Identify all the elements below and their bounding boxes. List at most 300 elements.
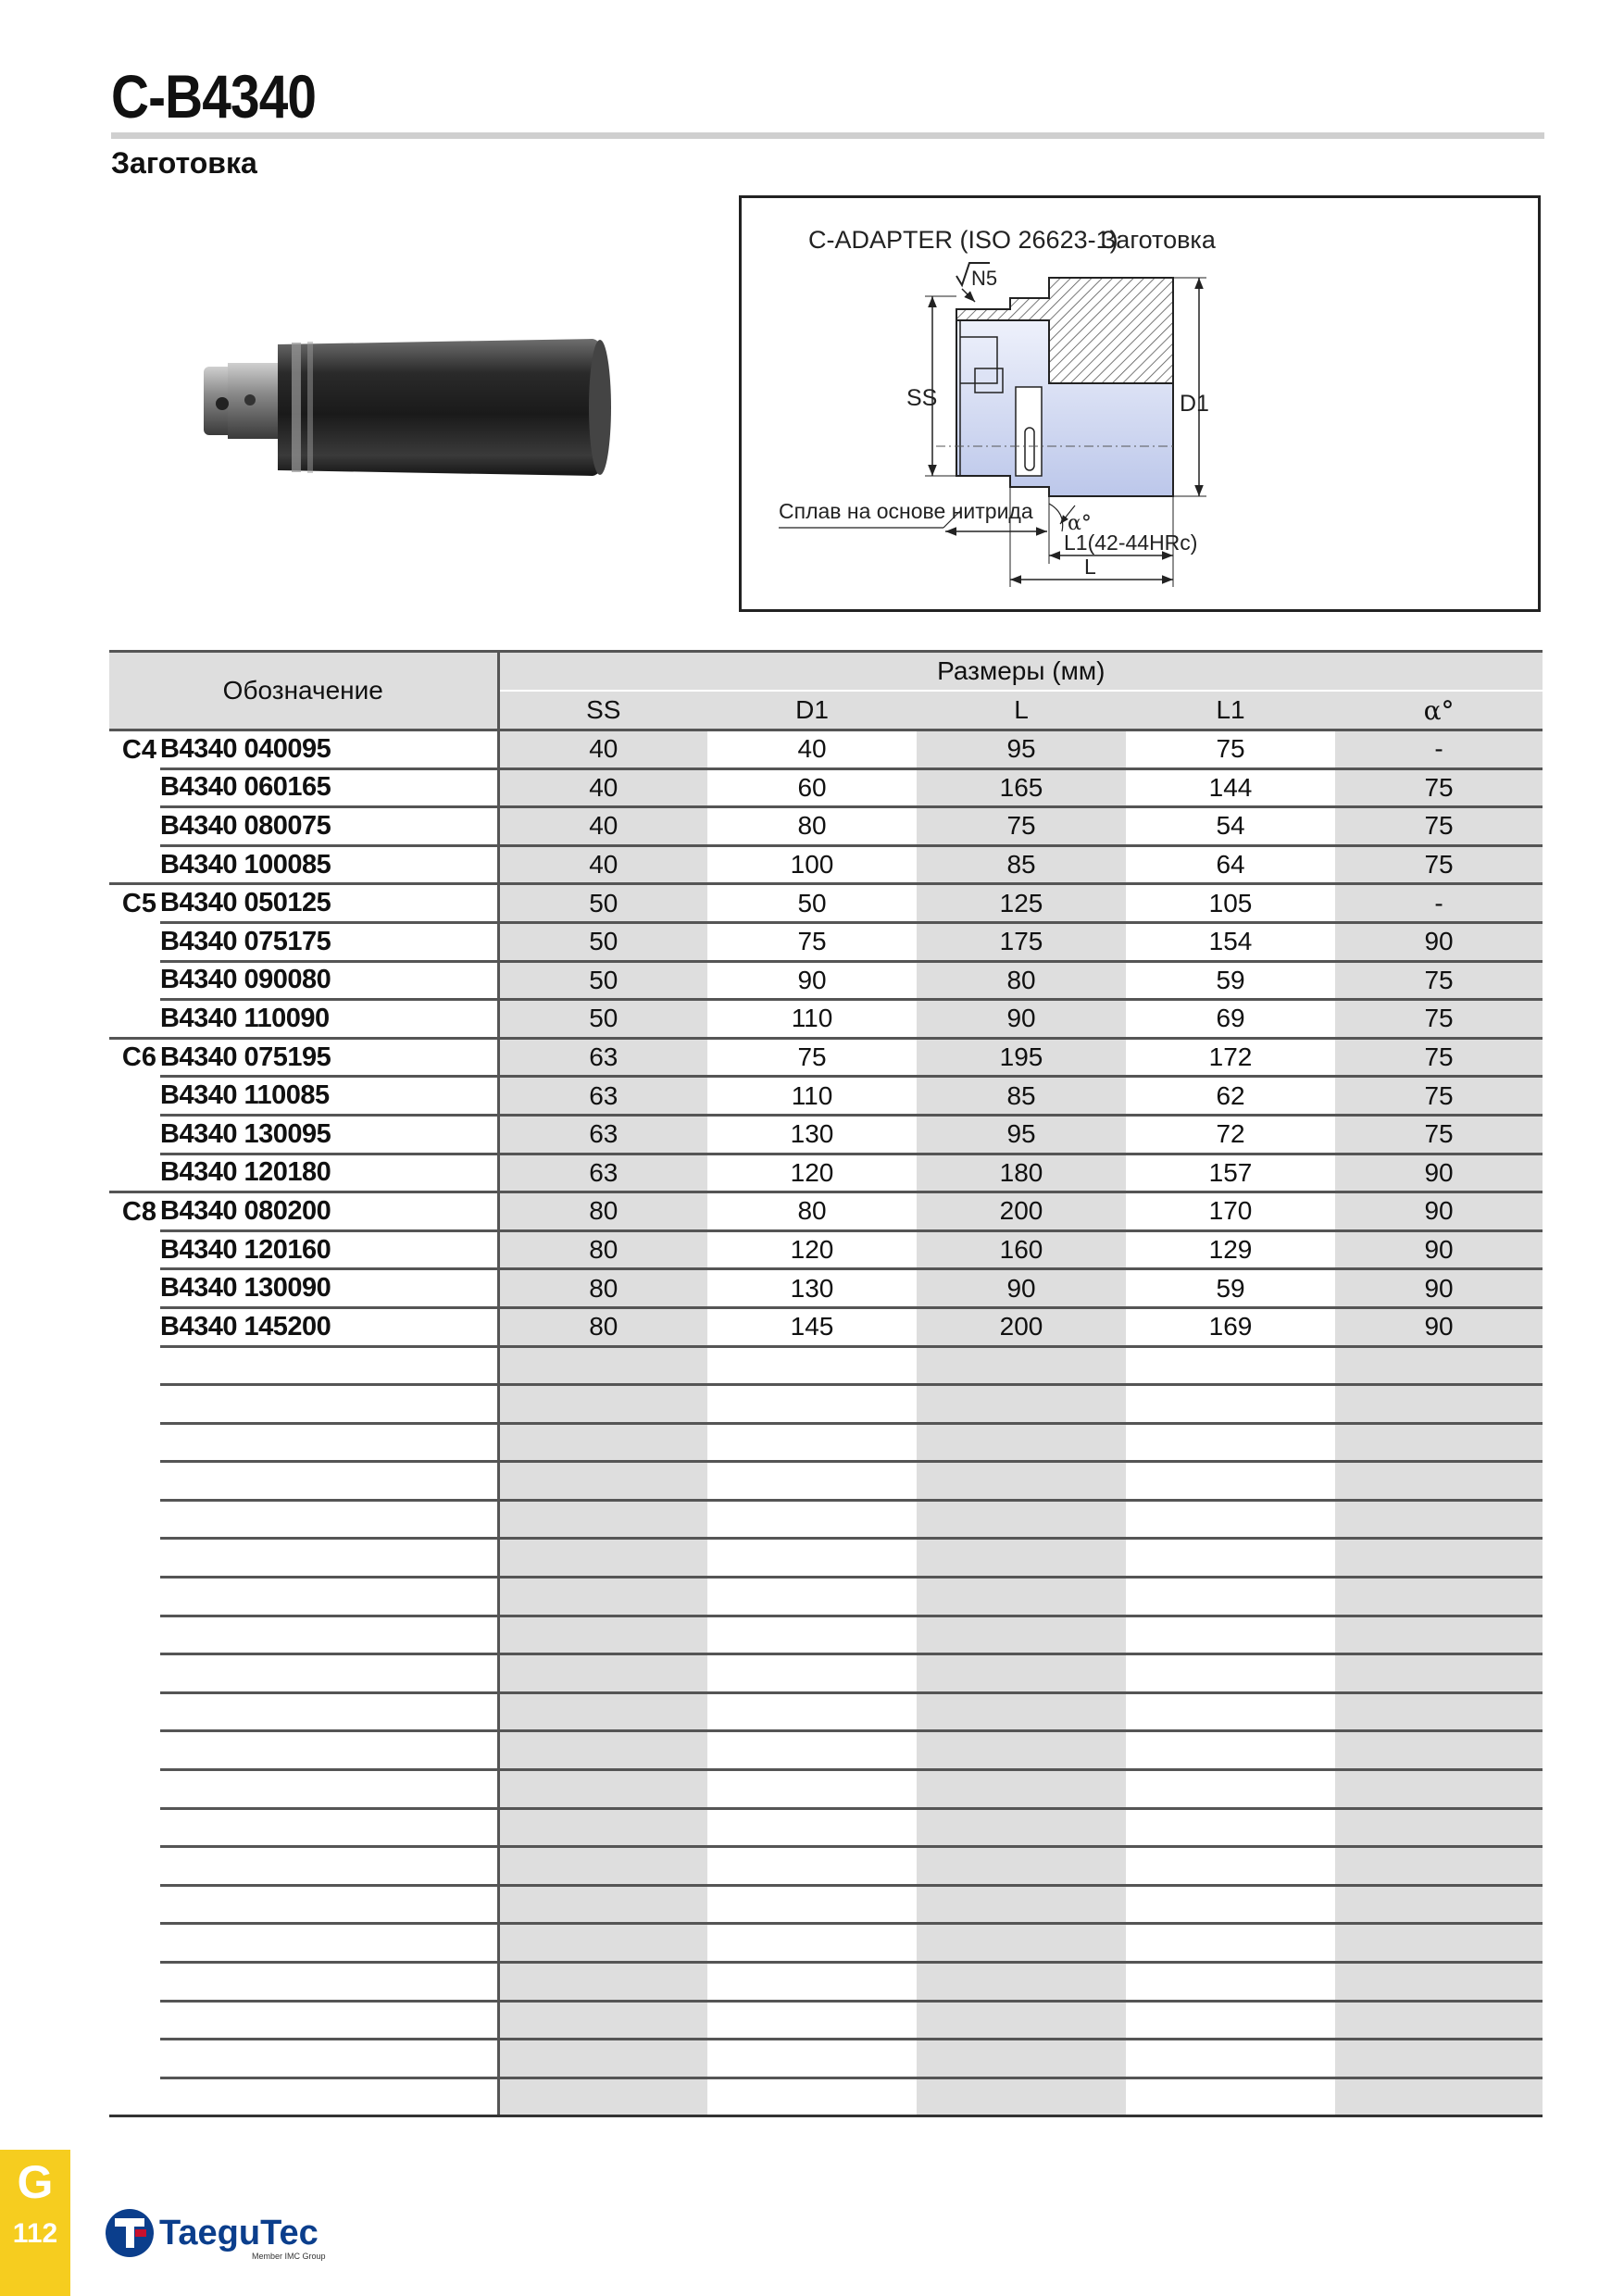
- cell-ss: 40: [498, 807, 707, 846]
- drawing-blank-label: Заготовка: [1101, 226, 1216, 254]
- empty-row: [109, 1692, 1543, 1731]
- cell-d1: 90: [707, 961, 917, 1000]
- empty-row: [109, 1423, 1543, 1462]
- group-label: [109, 845, 160, 884]
- group-label: C6: [109, 1038, 160, 1077]
- cell-d1: 50: [707, 884, 917, 923]
- cell-ss: 63: [498, 1154, 707, 1192]
- designation-code: B4340 120160: [160, 1230, 498, 1269]
- alpha-label: α°: [1068, 512, 1092, 535]
- cell-alpha: -: [1335, 884, 1543, 923]
- designation-code: B4340 120180: [160, 1154, 498, 1192]
- group-label: C8: [109, 1192, 160, 1231]
- cell-l1: 59: [1126, 1269, 1335, 1308]
- cell-d1: 100: [707, 845, 917, 884]
- brand-tagline: Member IMC Group: [252, 2252, 326, 2261]
- empty-cell: [917, 2078, 1126, 2116]
- empty-cell: [498, 1346, 707, 1385]
- col-header-alpha: α°: [1335, 691, 1543, 730]
- cell-l: 160: [917, 1230, 1126, 1269]
- cell-l1: 169: [1126, 1307, 1335, 1346]
- empty-cell: [1126, 2001, 1335, 2040]
- cell-alpha: 75: [1335, 1077, 1543, 1116]
- empty-cell: [707, 2078, 917, 2116]
- empty-row: [109, 1654, 1543, 1693]
- empty-cell: [1126, 1847, 1335, 1886]
- cell-l1: 64: [1126, 845, 1335, 884]
- cell-l: 95: [917, 730, 1126, 769]
- page-subtitle: Заготовка: [111, 146, 257, 180]
- cell-l1: 54: [1126, 807, 1335, 846]
- surface-finish-label: N5: [971, 267, 998, 290]
- group-label: [109, 961, 160, 1000]
- empty-cell: [160, 1578, 498, 1616]
- empty-row: [109, 1731, 1543, 1770]
- empty-cell: [917, 1500, 1126, 1539]
- table-row: [109, 1115, 1543, 1154]
- cell-l: 75: [917, 807, 1126, 846]
- cell-d1: 110: [707, 1000, 917, 1039]
- cell-l1: 144: [1126, 768, 1335, 807]
- cell-alpha: 75: [1335, 768, 1543, 807]
- empty-cell: [160, 1924, 498, 1963]
- empty-cell: [1335, 1847, 1543, 1886]
- designation-code: B4340 050125: [160, 884, 498, 923]
- group-label: [109, 1115, 160, 1154]
- empty-cell: [1126, 1462, 1335, 1501]
- empty-cell: [917, 1578, 1126, 1616]
- empty-row: [109, 1770, 1543, 1809]
- cell-l1: 62: [1126, 1077, 1335, 1116]
- empty-cell: [109, 1654, 160, 1693]
- table-row: [109, 922, 1543, 961]
- cell-d1: 130: [707, 1115, 917, 1154]
- empty-cell: [917, 1346, 1126, 1385]
- cell-l: 165: [917, 768, 1126, 807]
- empty-cell: [109, 1423, 160, 1462]
- empty-cell: [109, 2001, 160, 2040]
- empty-cell: [1126, 1692, 1335, 1731]
- empty-cell: [917, 1924, 1126, 1963]
- empty-cell: [1335, 1462, 1543, 1501]
- table-row: [109, 884, 1543, 923]
- empty-cell: [498, 1539, 707, 1578]
- group-label: [109, 768, 160, 807]
- cell-d1: 145: [707, 1307, 917, 1346]
- empty-cell: [1126, 1346, 1335, 1385]
- empty-cell: [109, 1963, 160, 2002]
- empty-cell: [109, 1616, 160, 1654]
- empty-cell: [917, 1654, 1126, 1693]
- empty-row: [109, 1616, 1543, 1654]
- empty-cell: [917, 2001, 1126, 2040]
- cell-ss: 80: [498, 1230, 707, 1269]
- empty-cell: [917, 1808, 1126, 1847]
- designation-code: B4340 080200: [160, 1192, 498, 1231]
- group-label: [109, 1230, 160, 1269]
- empty-cell: [707, 1885, 917, 1924]
- empty-cell: [498, 2001, 707, 2040]
- cell-ss: 80: [498, 1307, 707, 1346]
- group-label: [109, 1000, 160, 1039]
- empty-row: [109, 1847, 1543, 1886]
- cell-l: 200: [917, 1192, 1126, 1231]
- group-label: [109, 1307, 160, 1346]
- cell-ss: 50: [498, 961, 707, 1000]
- col-header-ss: SS: [498, 691, 707, 730]
- cell-alpha: 75: [1335, 845, 1543, 884]
- cell-l: 85: [917, 845, 1126, 884]
- empty-cell: [498, 1654, 707, 1693]
- empty-cell: [498, 1578, 707, 1616]
- empty-cell: [1335, 2078, 1543, 2116]
- empty-cell: [109, 1578, 160, 1616]
- taegutec-logo: [104, 2200, 354, 2265]
- cell-l1: 75: [1126, 730, 1335, 769]
- table-row: [109, 961, 1543, 1000]
- cell-ss: 40: [498, 730, 707, 769]
- cell-alpha: -: [1335, 730, 1543, 769]
- empty-cell: [917, 1770, 1126, 1809]
- empty-cell: [707, 1616, 917, 1654]
- empty-cell: [1335, 1423, 1543, 1462]
- empty-cell: [917, 1462, 1126, 1501]
- empty-cell: [707, 2040, 917, 2078]
- empty-cell: [1335, 1616, 1543, 1654]
- empty-cell: [109, 1885, 160, 1924]
- designation-code: B4340 080075: [160, 807, 498, 846]
- empty-cell: [707, 1847, 917, 1886]
- d1-label: D1: [1180, 391, 1209, 417]
- cell-l: 200: [917, 1307, 1126, 1346]
- empty-cell: [109, 1731, 160, 1770]
- table-row: [109, 1192, 1543, 1231]
- group-label: [109, 807, 160, 846]
- designation-code: B4340 145200: [160, 1307, 498, 1346]
- empty-cell: [1335, 1578, 1543, 1616]
- empty-cell: [160, 1423, 498, 1462]
- cell-l: 125: [917, 884, 1126, 923]
- empty-cell: [160, 2001, 498, 2040]
- title-divider: [111, 132, 1544, 139]
- empty-cell: [707, 1539, 917, 1578]
- cell-ss: 40: [498, 768, 707, 807]
- empty-cell: [1335, 1346, 1543, 1385]
- empty-cell: [917, 1423, 1126, 1462]
- cell-l: 85: [917, 1077, 1126, 1116]
- empty-cell: [109, 1847, 160, 1886]
- empty-cell: [1126, 1731, 1335, 1770]
- empty-cell: [160, 1963, 498, 2002]
- empty-cell: [498, 1885, 707, 1924]
- empty-cell: [160, 1885, 498, 1924]
- table-row: [109, 1154, 1543, 1192]
- empty-cell: [498, 1385, 707, 1424]
- section-letter: G: [17, 2156, 54, 2208]
- cell-alpha: 90: [1335, 1192, 1543, 1231]
- empty-cell: [498, 1847, 707, 1886]
- table-row: [109, 1230, 1543, 1269]
- empty-cell: [1335, 1654, 1543, 1693]
- cell-l1: 129: [1126, 1230, 1335, 1269]
- cell-d1: 75: [707, 1038, 917, 1077]
- empty-cell: [1126, 1385, 1335, 1424]
- cell-l: 175: [917, 922, 1126, 961]
- cell-d1: 120: [707, 1230, 917, 1269]
- empty-cell: [1126, 1578, 1335, 1616]
- cell-l1: 172: [1126, 1038, 1335, 1077]
- cell-ss: 63: [498, 1038, 707, 1077]
- page-title: C-B4340: [111, 62, 317, 131]
- empty-cell: [498, 2040, 707, 2078]
- empty-cell: [1126, 1423, 1335, 1462]
- empty-cell: [917, 1616, 1126, 1654]
- empty-cell: [160, 1770, 498, 1809]
- col-header-l: L: [917, 691, 1126, 730]
- empty-cell: [707, 2001, 917, 2040]
- designation-code: B4340 130090: [160, 1269, 498, 1308]
- group-label: C5: [109, 884, 160, 923]
- ss-label: SS: [906, 385, 938, 411]
- empty-cell: [109, 1770, 160, 1809]
- empty-cell: [1335, 1924, 1543, 1963]
- empty-cell: [1126, 1885, 1335, 1924]
- cell-alpha: 90: [1335, 1307, 1543, 1346]
- empty-cell: [707, 1654, 917, 1693]
- cell-alpha: 90: [1335, 1154, 1543, 1192]
- empty-cell: [160, 1462, 498, 1501]
- empty-row: [109, 1924, 1543, 1963]
- cell-alpha: 75: [1335, 1115, 1543, 1154]
- empty-cell: [160, 1847, 498, 1886]
- empty-cell: [498, 1423, 707, 1462]
- cell-d1: 75: [707, 922, 917, 961]
- group-label: [109, 1269, 160, 1308]
- empty-row: [109, 1578, 1543, 1616]
- designation-code: B4340 110085: [160, 1077, 498, 1116]
- empty-cell: [1126, 1616, 1335, 1654]
- empty-row: [109, 1963, 1543, 2002]
- cell-l1: 69: [1126, 1000, 1335, 1039]
- cell-ss: 50: [498, 884, 707, 923]
- empty-cell: [1126, 2040, 1335, 2078]
- designation-code: B4340 075195: [160, 1038, 498, 1077]
- cell-l1: 72: [1126, 1115, 1335, 1154]
- cell-d1: 80: [707, 1192, 917, 1231]
- empty-cell: [1335, 1963, 1543, 2002]
- cell-l: 80: [917, 961, 1126, 1000]
- cell-l1: 154: [1126, 922, 1335, 961]
- empty-cell: [707, 1692, 917, 1731]
- cell-alpha: 90: [1335, 1230, 1543, 1269]
- designation-header: Обозначение: [109, 652, 498, 730]
- empty-cell: [160, 1500, 498, 1539]
- designation-code: B4340 110090: [160, 1000, 498, 1039]
- l-label: L: [1084, 555, 1096, 579]
- cell-l: 180: [917, 1154, 1126, 1192]
- empty-row: [109, 1885, 1543, 1924]
- empty-cell: [707, 1385, 917, 1424]
- empty-cell: [707, 1963, 917, 2002]
- cell-d1: 80: [707, 807, 917, 846]
- empty-cell: [707, 1924, 917, 1963]
- empty-cell: [1335, 1692, 1543, 1731]
- cell-l1: 105: [1126, 884, 1335, 923]
- cell-l1: 170: [1126, 1192, 1335, 1231]
- cell-l: 95: [917, 1115, 1126, 1154]
- empty-cell: [109, 1924, 160, 1963]
- empty-cell: [707, 1423, 917, 1462]
- table-row: [109, 730, 1543, 769]
- cell-d1: 60: [707, 768, 917, 807]
- empty-cell: [498, 2078, 707, 2116]
- empty-cell: [160, 1539, 498, 1578]
- empty-cell: [498, 1692, 707, 1731]
- designation-code: B4340 100085: [160, 845, 498, 884]
- empty-cell: [1335, 2040, 1543, 2078]
- group-label: [109, 1077, 160, 1116]
- dimensions-table: [109, 650, 1543, 2117]
- empty-cell: [1126, 1924, 1335, 1963]
- empty-cell: [160, 2078, 498, 2116]
- brand-name: TaeguTec: [159, 2214, 319, 2252]
- col-header-d1: D1: [707, 691, 917, 730]
- empty-cell: [109, 2040, 160, 2078]
- empty-cell: [160, 1385, 498, 1424]
- empty-cell: [160, 1616, 498, 1654]
- empty-cell: [917, 1847, 1126, 1886]
- empty-cell: [498, 1462, 707, 1501]
- cell-l: 90: [917, 1000, 1126, 1039]
- empty-cell: [160, 1654, 498, 1693]
- cell-ss: 50: [498, 1000, 707, 1039]
- group-label: [109, 1154, 160, 1192]
- empty-row: [109, 1539, 1543, 1578]
- empty-cell: [707, 1346, 917, 1385]
- empty-row: [109, 1346, 1543, 1385]
- empty-cell: [498, 1500, 707, 1539]
- designation-code: B4340 130095: [160, 1115, 498, 1154]
- empty-cell: [109, 1385, 160, 1424]
- empty-row: [109, 1385, 1543, 1424]
- empty-cell: [1126, 1963, 1335, 2002]
- cell-alpha: 90: [1335, 922, 1543, 961]
- empty-cell: [917, 1963, 1126, 2002]
- table-row: [109, 807, 1543, 846]
- cell-d1: 130: [707, 1269, 917, 1308]
- table-row: [109, 1307, 1543, 1346]
- cell-d1: 110: [707, 1077, 917, 1116]
- empty-cell: [1126, 1808, 1335, 1847]
- empty-cell: [1126, 2078, 1335, 2116]
- cell-d1: 40: [707, 730, 917, 769]
- empty-row: [109, 1500, 1543, 1539]
- empty-cell: [160, 1731, 498, 1770]
- table-row: [109, 768, 1543, 807]
- empty-cell: [1335, 1731, 1543, 1770]
- table-row: [109, 845, 1543, 884]
- cell-l: 90: [917, 1269, 1126, 1308]
- cell-ss: 50: [498, 922, 707, 961]
- empty-cell: [1335, 1885, 1543, 1924]
- cell-ss: 40: [498, 845, 707, 884]
- empty-cell: [707, 1731, 917, 1770]
- empty-cell: [498, 1963, 707, 2002]
- designation-code: B4340 060165: [160, 768, 498, 807]
- empty-cell: [498, 1731, 707, 1770]
- product-photo: [194, 333, 620, 481]
- cell-ss: 80: [498, 1192, 707, 1231]
- empty-cell: [1335, 1500, 1543, 1539]
- empty-cell: [160, 1808, 498, 1847]
- l1-label: L1(42-44HRc): [1064, 530, 1198, 555]
- empty-row: [109, 2040, 1543, 2078]
- empty-cell: [707, 1770, 917, 1809]
- empty-cell: [917, 1385, 1126, 1424]
- empty-cell: [109, 1692, 160, 1731]
- empty-cell: [917, 2040, 1126, 2078]
- empty-cell: [917, 1539, 1126, 1578]
- cell-alpha: 75: [1335, 1000, 1543, 1039]
- empty-row: [109, 1808, 1543, 1847]
- cell-alpha: 75: [1335, 961, 1543, 1000]
- col-header-l1: L1: [1126, 691, 1335, 730]
- empty-cell: [498, 1924, 707, 1963]
- empty-cell: [917, 1692, 1126, 1731]
- empty-cell: [1126, 1770, 1335, 1809]
- empty-cell: [109, 1808, 160, 1847]
- empty-row: [109, 2078, 1543, 2116]
- cell-alpha: 75: [1335, 807, 1543, 846]
- empty-cell: [160, 2040, 498, 2078]
- empty-cell: [1126, 1500, 1335, 1539]
- cell-ss: 63: [498, 1077, 707, 1116]
- cell-alpha: 90: [1335, 1269, 1543, 1308]
- empty-cell: [917, 1885, 1126, 1924]
- designation-code: B4340 075175: [160, 922, 498, 961]
- empty-cell: [1335, 1770, 1543, 1809]
- empty-cell: [1335, 1385, 1543, 1424]
- table-row: [109, 1077, 1543, 1116]
- empty-cell: [917, 1731, 1126, 1770]
- empty-cell: [109, 1500, 160, 1539]
- empty-cell: [160, 1346, 498, 1385]
- empty-cell: [160, 1692, 498, 1731]
- empty-cell: [498, 1808, 707, 1847]
- empty-cell: [707, 1578, 917, 1616]
- cell-ss: 80: [498, 1269, 707, 1308]
- empty-cell: [1126, 1654, 1335, 1693]
- technical-drawing: [739, 195, 1541, 612]
- table-row: [109, 1038, 1543, 1077]
- page-number: 112: [12, 2218, 58, 2249]
- empty-cell: [1126, 1539, 1335, 1578]
- empty-cell: [109, 1539, 160, 1578]
- empty-cell: [498, 1616, 707, 1654]
- cell-l: 195: [917, 1038, 1126, 1077]
- empty-cell: [498, 1770, 707, 1809]
- table-row: [109, 1269, 1543, 1308]
- cell-l1: 157: [1126, 1154, 1335, 1192]
- table-row: [109, 1000, 1543, 1039]
- empty-cell: [707, 1808, 917, 1847]
- empty-cell: [707, 1500, 917, 1539]
- cell-alpha: 75: [1335, 1038, 1543, 1077]
- empty-cell: [1335, 2001, 1543, 2040]
- empty-cell: [1335, 1539, 1543, 1578]
- group-label: C4: [109, 730, 160, 769]
- dimensions-header: Размеры (мм): [498, 652, 1543, 692]
